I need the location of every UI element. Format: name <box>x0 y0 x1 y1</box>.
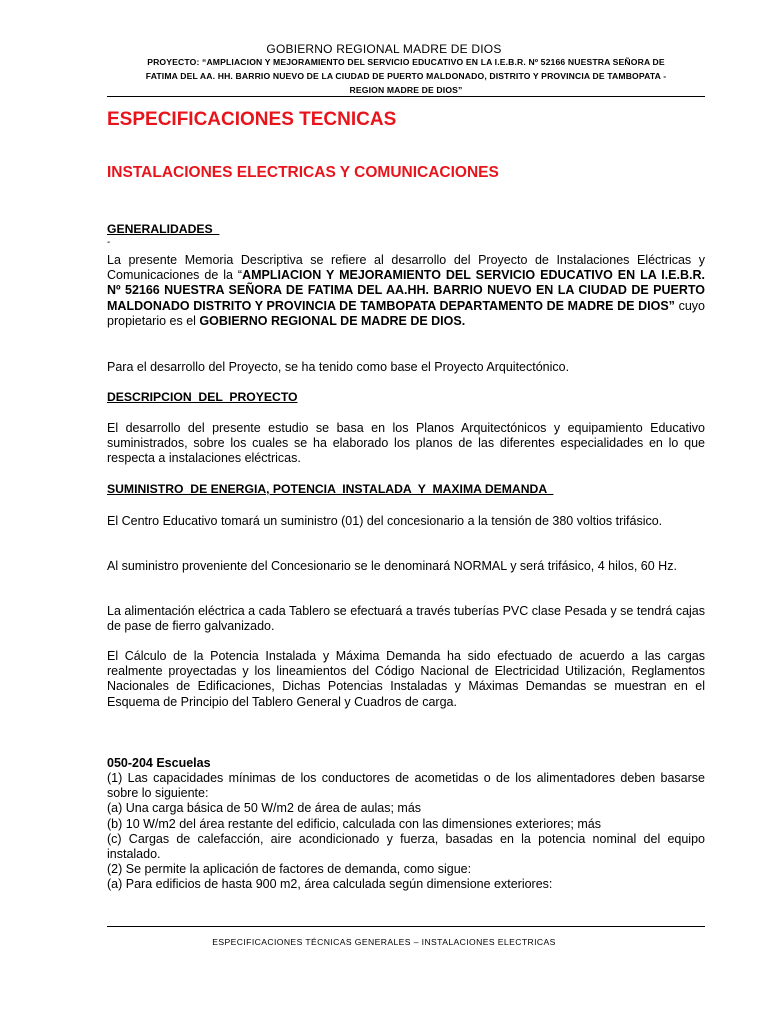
list-item: (a) Una carga básica de 50 W/m2 de área de aulas; más <box>107 801 422 816</box>
paragraph-suministro-3: La alimentación eléctrica a cada Tablero se efectuará a través tuberías PVC clase Pesada y se tendrá cajas de pase de fierro galvanizado. <box>107 604 705 634</box>
paragraph-generalidades-intro <box>107 253 705 329</box>
section-heading-generalidades: GENERALIDADES <box>107 222 220 236</box>
section-heading-suministro: SUMINISTRO DE ENERGIA, POTENCIA INSTALADA Y MAXIMA DEMANDA <box>107 482 554 496</box>
header-project-line: PROYECTO: “AMPLIACION Y MEJORAMIENTO DEL SERVICIO EDUCATIVO EN LA I.E.B.R. Nº 52166 NUESTRA SEÑORA DE <box>147 57 665 67</box>
header-project-line: FATIMA DEL AA. HH. BARRIO NUEVO DE LA CIUDAD DE PUERTO MALDONADO, DISTRITO Y PROVINCIA DE TAMBOPATA - <box>145 71 667 81</box>
list-item: (b) 10 W/m2 del área restante del edificio, calculada con las dimensiones exteriores; más <box>107 816 601 831</box>
footer-divider <box>107 926 705 927</box>
list-item: (1) Las capacidades mínimas de los conductores de acometidas o de los alimentadores deben basarse sobre lo siguiente: <box>107 771 705 801</box>
owner-name-bold: GOBIERNO REGIONAL DE MADRE DE DIOS. <box>199 313 466 328</box>
paragraph-descripcion: El desarrollo del presente estudio se basa en los Planos Arquitectónicos y equipamiento Educativo suministrados, sobre los cuales se ha elaborado los planos de las diferentes especialidades en lo que respecta a instalaciones eléctricas. <box>107 421 705 466</box>
header-project-line: REGION MADRE DE DIOS” <box>349 85 463 95</box>
header-divider <box>107 96 705 97</box>
list-escuelas <box>107 771 705 893</box>
paragraph-suministro-4: El Cálculo de la Potencia Instalada y Máxima Demanda ha sido efectuado de acuerdo a las cargas realmente proyectadas y los lineamientos del Código Nacional de Electricidad Utilización, Reglamentos Nacionales de Edificaciones, Dichas Potencias Instaladas y Máximas Demandas se muestran en el Esquema de Principio del Tablero General y Cuadros de carga. <box>107 649 705 709</box>
section-heading-escuelas: 050-204 Escuelas <box>107 756 211 770</box>
paragraph-generalidades-base: Para el desarrollo del Proyecto, se ha tenido como base el Proyecto Arquitectónico. <box>107 360 570 374</box>
list-item: (c) Cargas de calefacción, aire acondicionado y fuerza, basadas en la potencia nominal del equipo instalado. <box>107 831 705 862</box>
document-subtitle: INSTALACIONES ELECTRICAS Y COMUNICACIONES <box>107 164 499 181</box>
project-name-bold: AMPLIACION Y MEJORAMIENTO DEL SERVICIO EDUCATIVO EN LA I.E.B.R. Nº 52166 NUESTRA SEÑORA DE FATIMA DEL AA.HH. BARRIO NUEVO EN LA CIUDAD DE PUERTO MALDONADO DISTRITO Y PROVINCIA DE TAMBOPATA DEPARTAMENTO DE MADRE DE DIOS” <box>107 268 705 313</box>
section-marker: - <box>107 237 111 248</box>
paragraph-suministro-2: Al suministro proveniente del Concesionario se le denominará NORMAL y será trifásico, 4 hilos, 60 Hz. <box>107 559 677 573</box>
paragraph-suministro-1: El Centro Educativo tomará un suministro (01) del concesionario a la tensión de 380 voltios trifásico. <box>107 514 663 528</box>
header-organization: GOBIERNO REGIONAL MADRE DE DIOS <box>266 42 502 56</box>
section-heading-descripcion: DESCRIPCION DEL PROYECTO <box>107 390 298 404</box>
list-item: (a) Para edificios de hasta 900 m2, área calculada según dimensione exteriores: <box>107 877 553 892</box>
document-title: ESPECIFICACIONES TECNICAS <box>107 109 397 130</box>
paragraph-text: La presente Memoria Descriptiva se refiere al desarrollo del Proyecto de Instalaciones Eléctricas y Comunicaciones de la “ <box>107 253 705 283</box>
header-project <box>104 55 708 97</box>
footer-text: ESPECIFICACIONES TÉCNICAS GENERALES – INSTALACIONES ELECTRICAS <box>212 937 556 947</box>
list-item: (2) Se permite la aplicación de factores de demanda, como sigue: <box>107 862 472 877</box>
paragraph-text: cuyo propietario es el <box>107 298 705 328</box>
